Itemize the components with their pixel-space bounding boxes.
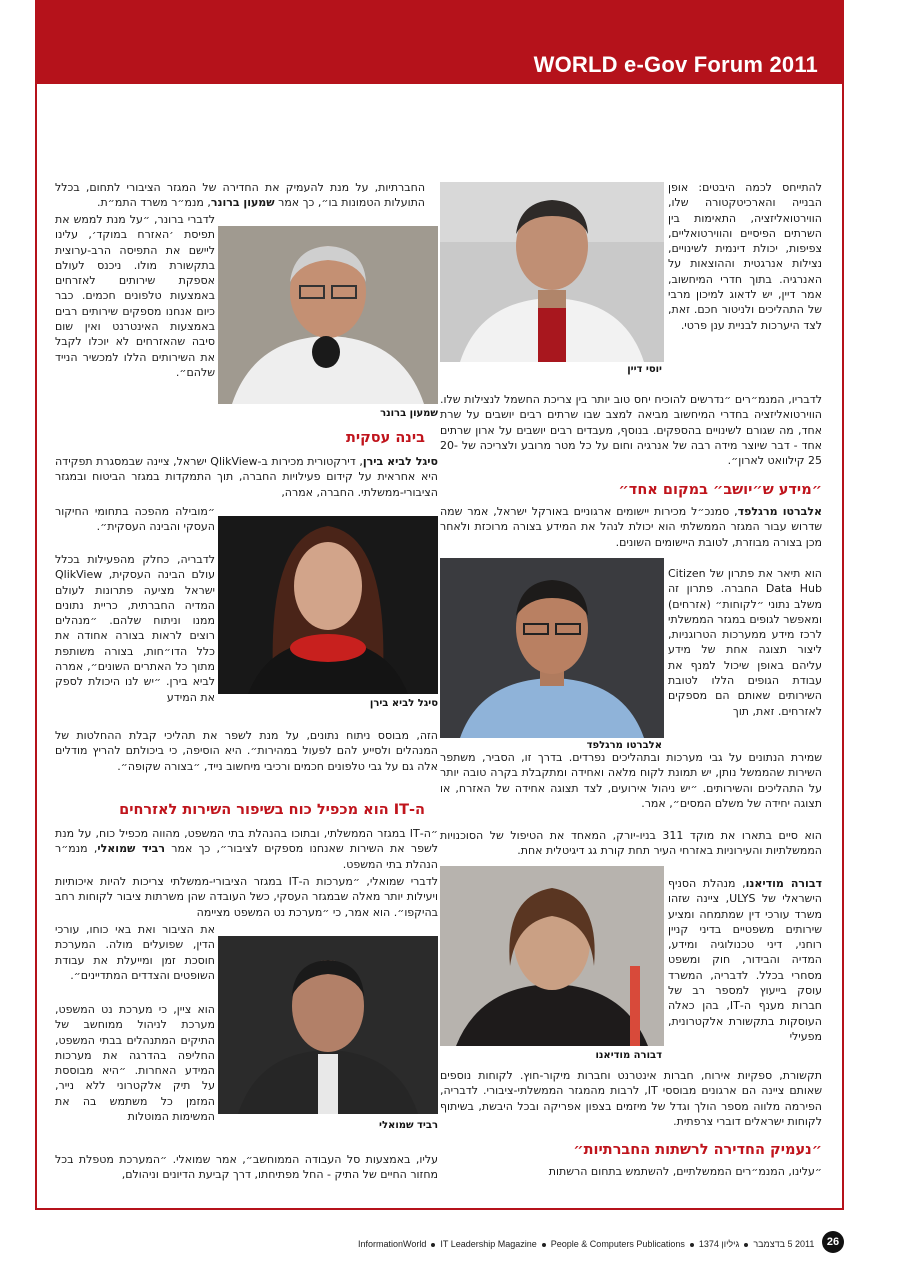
frame-right-border [842, 0, 844, 1210]
page-number: 26 [822, 1231, 844, 1253]
portrait-image [218, 936, 438, 1114]
article-paragraph: לדבריה, כחלק מהפעילות בכלל עולם הבינה העסקית, QlikView ישראל מציעה פתרונות לעולם המדיה החברתית, כריית נתונים ממנו וניתוח שלהם. ״מנהלים רוצים לראות בצורה אחודה את כלל הדו״חות, בצורה משותפת מתוך כל האתרים השונים״, אמרה לביא בירן. ״יש לנו היכולת לספק את המידע [55, 553, 215, 704]
article-paragraph: אלברטו מרגלפד, סמנכ״ל מכירות יישומים ארגוניים באורקל ישראל, אמר שמה שדרוש עבור המגזר הממשלתי הוא יכולת לנהל את המידע בצורה מרוכזת ולאחר מכן בצורה מבוזרת, לטובת היישומים השונים. [440, 505, 822, 549]
separator-dot [744, 1243, 748, 1247]
article-paragraph: דבורה מודיאנו, מנהלת הסניף הישראלי של ULYS, ציינה שזהו משרד עורכי דין שמתמחה ומציע שירותים משפטיים בדיני קניין רוחני, דיני טכנולוגיה ומידע, המדיה והבידור, חוק ומשפט מסחרי בכלל. לדבריה, המשרד עוסק בייעוץ למספר רב של חברות מענף ה-IT, בהן כאלה העוסקות בתקשורת אלקטרונית, מפעילי [668, 877, 822, 1043]
portrait-image [440, 866, 664, 1046]
portrait-image [218, 516, 438, 694]
article-paragraph: להתייחס לכמה היבטים: אופן הבנייה והארכיטקטורה שלו, הווירטואליזציה, התאימות בין השרתים הפיסיים והווירטואליים, צפיפות, יכולת דינמית לשינויים, נצילות אנרגטית וההוצאות על האנרגיה. בתוך חדרי המיחשוב, אמר דיין, יש לדאוג למיכון מרבי של התהליכים ולניטור חכם. זאת, לצד היערכות לבניית ענן פרטי. [668, 181, 822, 332]
article-paragraph: עליו, באמצעות סל העבודה הממוחשב״, אמר שמואלי. ״המערכת מטפלת בכל מחזור החיים של התיק - החל מפתיחתו, דרך קביעת הדיונים וניהולם, [55, 1153, 438, 1182]
footer-item: People & Computers Publications [550, 1239, 685, 1249]
section-heading: ״נעמיק החדירה לרשתות החברתיות״ [573, 1142, 822, 1158]
article-paragraph: הוא סיים בתארו את מוקד 311 בניו-יורק, המאחד את הטיפול של הסוכנויות הממשלתיות והעירוניות באזרחי העיר תחת קורת גג דיגיטלית אחת. [440, 829, 822, 858]
article-paragraph: תקשורת, ספקיות אירוח, חברות אינטרנט וחברות מיקור-חוץ. לקוחות נוספים שאותם ציינה הם ארגונים מבוססי IT, לרבות מהמגזר הממשלתי-ציבורי. לדבריה, הפירמה מלווה מספר הולך וגדל של מיזמים בצפון אפריקה ובכל היבשת, בשיתוף לקוחות ישראלים דוברי צרפתית. [440, 1069, 822, 1128]
speaker-name: סיגל לביא בירן [362, 455, 438, 468]
footer-publication-line [358, 1239, 814, 1249]
portrait-image [440, 182, 664, 362]
footer-item: 2011 ‏5 בדצמבר [753, 1239, 815, 1249]
portrait-image [218, 226, 438, 404]
article-paragraph: לדברי שמואלי, ״מערכות ה-IT במגזר הציבורי-ממשלתי צריכות להיות איכותיות ויעילות יותר מאלה שבמגזר העסקי, כשל העובדה שהן משרתות ציבור לקוחות רחב בהיקפו״. הוא אמר, כי ״מערכת נט המשפט מציימה [55, 875, 438, 919]
brand-title: WORLD e-Gov Forum 2011 [533, 52, 818, 77]
caption-dvora-modiano: דבורה מודיאנו [595, 1050, 662, 1061]
separator-dot [690, 1243, 694, 1247]
speaker-name: שמעון ברונר [210, 196, 275, 210]
caption-alberto-margalef: אלברטו מרגלפד [586, 740, 662, 751]
separator-dot [431, 1243, 435, 1247]
article-paragraph: ״ה-IT במגזר הממשלתי, ובתוכו בהנהלת בתי המשפט, מהווה מכפיל כוח, על מנת לשפר את השירות שאנחנו מספקים לציבור״, כך אמר רביד שמואלי, מנמ״ר הנהלת בתי המשפט. [55, 827, 438, 871]
footer-item: InformationWorld [358, 1239, 427, 1249]
photo-alberto-margalef [440, 558, 664, 738]
frame-left-border [35, 0, 37, 1210]
article-paragraph: הוא ציין, כי מערכת נט המשפט, מערכת לניהול ממוחשב של התיקים המתנהלים בבתי המשפט, החליפה בהדרגה את מערכות המידע האחרות. ״היא מבוססת על תיק אלקטרוני ללא נייר, המזמן כל משתמש בה את המשימות המוטלות [55, 1003, 215, 1124]
article-paragraph: שמירת הנתונים על גבי מערכות ובתהליכים נפרדים. בדרך זו, הסביר, משתפר השירות שהממשל נותן, יש תמונת לקוח מלאה ואחידה ומתקבלת בקרה טובה יותר על התהליכים והשירותים. ״יש ניהול אירועים, לצד תצוגה אחידה של האזרח, או תצוגה יחידה של משלם המסים״, אמר. [440, 751, 822, 810]
caption-sigal-lavie-biran: סיגל לביא בירן [369, 698, 438, 709]
speaker-name: אלברטו מרגלפד [737, 505, 822, 518]
article-paragraph: את הציבור ואת באי כוחו, עורכי הדין, שפועלים מולה. המערכת חוסכת זמן ומייעלת את עבודת השופטים והצדדים המתדיינים״. [55, 923, 215, 982]
photo-shimon-bruner [218, 226, 438, 404]
photo-dvora-modiano [440, 866, 664, 1046]
footer-item: גיליון 1374 [698, 1239, 740, 1249]
article-paragraph: לדברי ברונר, ״על מנת לממש את תפיסת ׳האזרח במוקד׳, עלינו ליישם את התפיסה הרב-ערוצית בתקשורת מולו. ניכנס לעולם אספקת שירותים לאזרחים באמצעות טלפונים חכמים. כבר כיום אנחנו מספקים שירותים רבים באמצעות האינטרנט ואין שום סיבה שהאזרחים לא יוכלו לקבל את השירותים הללו למכשיר הנייד שלהם״. [55, 213, 215, 379]
caption-rabid-shmueli: רביד שמואלי [379, 1120, 438, 1131]
section-heading: ה-IT הוא מכפיל כוח בשיפור השירות לאזרחים [119, 802, 425, 818]
caption-shimon-bruner: שמעון ברונר [380, 408, 438, 419]
section-heading: ״מידע ש״יושב״ במקום אחד״ [618, 482, 822, 498]
article-paragraph: ״עלינו, המנמ״רים הממשלתיים, להשתמש בתחום הרשתות [548, 1165, 822, 1178]
separator-dot [542, 1243, 546, 1247]
section-heading: בינה עסקית [345, 430, 425, 446]
photo-rabid-shmueli [218, 936, 438, 1114]
speaker-name: רביד שמואלי [97, 842, 166, 856]
footer-item: IT Leadership Magazine [440, 1239, 537, 1249]
article-paragraph: הוא תיאר את פתרון של Citizen Data Hub החברה. פתרון זה משלב נתוני ״לקוחות״ (אזרחים) ומאפשר לגופים במגזר הממשלתי לרכז מידע ממערכות הטרוגניות, ליצור תצוגה אחת של מידע עליהם באופן שיכול למנף את עבודת הגופים הללו לטובת השירותים שאותם הם מספקים לאזרחים. זאת, תוך [668, 567, 822, 718]
article-paragraph: החברתיות, על מנת להעמיק את החדירה של המגזר הציבורי לתחום, בכלל התועלות הטמונות בו״, כך אמר שמעון ברונר, מנמ״ר משרד התמ״ת. [55, 181, 425, 210]
caption-yossi-dayan: יוסי דיין [627, 364, 662, 375]
photo-sigal-lavie-biran [218, 516, 438, 694]
article-paragraph: ״מובילה מהפכה בתחומי החיקור העסקי והבינה העסקית״. [55, 505, 215, 534]
article-paragraph: לדבריו, המנמ״רים ״נדרשים להוכיח יחס טוב יותר בין צריכת החשמל לנצילות שלו. הווירטואליזציה בחדרי המיחשוב מביאה למצב שבו שרתים רבים יושבים על שרת אחד, מה שגורם לשינויים בהספקים. בנוסף, מעבדים רבים יושבים על ארון שרתים אחד - דבר שיוצר מידה רבה של אנרגיה וחום על כל מטר מרובע ולצריכה של 20-25 קילוואט לארון״. [440, 393, 822, 468]
frame-bottom-border [35, 1208, 844, 1210]
portrait-image [440, 558, 664, 738]
photo-yossi-dayan [440, 182, 664, 362]
article-paragraph: סיגל לביא בירן, דירקטורית מכירות ב-QlikView ישראל, ציינה שבמסגרת תפקידה היא אחראית על קידום פעילויות החברה, תוך התמקדות במגזר הביטוח ובמגזר הציבורי-ממשלתי. החברה, אמרה, [55, 455, 438, 499]
speaker-name: דבורה מודיאנו [745, 877, 822, 890]
article-paragraph: הזה, מבוסס ניתוח נתונים, על מנת לשפר את תהליכי קבלת ההחלטות של המנהלים ולסייע להם לפעול במהירות״. היא הוסיפה, כי ביכולתם להריץ מודלים אלה גם על גבי טלפונים חכמים ורכיבי מיחשוב נייד, ״בצורה שקופה״. [55, 729, 438, 773]
